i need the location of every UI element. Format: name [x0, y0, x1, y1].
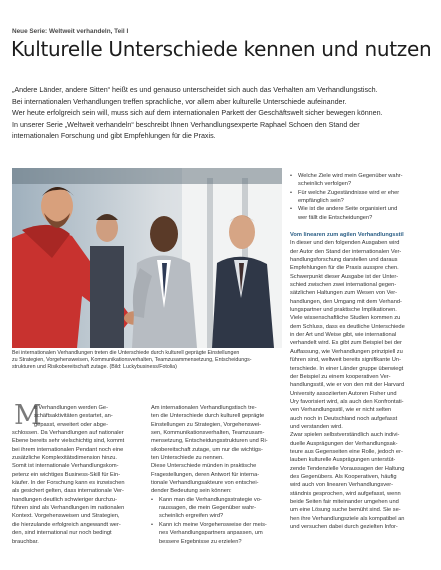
body-line: als gesichert gelten, dass internationale Ver- [12, 488, 124, 495]
bullet-item [151, 521, 283, 546]
body-line: it Verhandlungen werden Ge- [34, 405, 108, 411]
body-line: sen, Kommunikationsverhalten, Teamzusam- [151, 430, 265, 437]
section-subhead: Vom linearen zum agilen Verhandlungsstil [290, 232, 404, 238]
business-handshake-illustration [12, 168, 282, 348]
body-line: terschiede. In einer Länder gruppe überwiegt [290, 365, 404, 372]
body-line: und versuchen dabei durch gezielten Infor- [290, 524, 398, 531]
body-line: Ury favorisiert wird, als auch den Konfrontati- [290, 398, 404, 405]
body-column-1 [12, 400, 144, 546]
intro-line: internationalen Forschung und gibt Empfehlungen für die Praxis. [12, 132, 216, 141]
body-line: schäftsaktivitäten gestartet, an- [34, 413, 113, 420]
body-line: lungspartner und praktische Implikationen. [290, 307, 397, 314]
article-intro [12, 85, 434, 143]
intro-line: „Andere Länder, andere Sitten“ heißt es und genauso unterscheidet sich auch das Verhalten am Verhandlungstisch. [12, 86, 378, 94]
body-line: Viele wissenschaftliche Studien kommen zu [290, 315, 401, 322]
body-line: und verstanden wird. [290, 423, 343, 430]
body-line: petenz ein wichtiges Business-Skill für Ein- [12, 471, 121, 478]
body-line: um eine Lösung suche bemüht sind. Sie se- [290, 507, 401, 514]
body-line: sätzlichen Haltungen zum Wesen von Ver- [290, 290, 398, 297]
bullet-item [151, 496, 283, 521]
body-line: dender Bedeutung sein können: [151, 488, 232, 495]
article-photo [12, 168, 282, 348]
body-line: teure aus Gegenseiten eine Rolle, jedoch er- [290, 448, 403, 455]
body-line: beide Seiten fair miteinander umgehen und [290, 499, 399, 505]
body-line: sikobereitschaft zutage, um nur die wichtigs- [151, 446, 263, 453]
bullet-line: Kann ich meine Vorgehensweise der meis- [159, 521, 267, 528]
bullet-line: nes Verhandlungspartners anpassen, um [159, 530, 263, 537]
bullet-line: Für welche Zugeständnisse wird er eher [298, 189, 400, 196]
body-line: führen sind, weltweit bereits signifikante Un- [290, 357, 401, 364]
caption-line: Bei internationalen Verhandlungen treten die Unterschiede durch kulturell geprägte Einstellungen [12, 350, 240, 356]
body-line: der Beispiel zu einem kooperativen Ver- [290, 373, 391, 380]
bullet-icon: • [290, 173, 292, 179]
body-line: duelle Ausprägungen der Verhandlungsak- [290, 440, 398, 447]
body-line: den, sind international nur noch bedingt [12, 530, 112, 537]
body-line: bei ihrem internationalen Pendant noch eine [12, 446, 124, 453]
body-line: schied zwischen zwei international gegen- [290, 282, 397, 289]
bullet-icon: • [290, 189, 292, 196]
bullet-line: Kann man die Verhandlungsstrategie vo- [159, 496, 262, 503]
bullet-line: scheinlich verfolgen? [298, 181, 352, 188]
intro-line: In unserer Serie „Weltweit verhandeln“ beschreibt Ihnen Verhandlungsexperte Raphael Schoen den Stand der [12, 120, 360, 129]
body-line: ten die Unterschiede durch kulturell geprägte [151, 413, 265, 420]
bullet-item [290, 189, 433, 206]
drop-cap: M [14, 400, 42, 431]
bullet-line: Welche Ziele wird mein Gegenüber wahr- [298, 173, 403, 179]
photo-caption [12, 350, 282, 372]
caption-line: zu Strategien, Vorgehensweisen, Kommunikationsverhalten, Teamzusammensetzung, Entscheidungs- [12, 357, 252, 364]
body-line: auch noch in Deutschland noch aufgefasst [290, 415, 398, 422]
bullet-icon: • [151, 496, 153, 503]
body-line: In dieser und den folgenden Ausgaben wird [290, 240, 400, 247]
body-line: gepasst, erweitert oder abge- [34, 421, 108, 428]
caption-line: strukturen und Risikobereitschaft zutage. (Bild: Luckybusiness/Fotolia) [12, 364, 177, 371]
body-line: Fragestellungen, deren Antwort für interna- [151, 471, 260, 478]
body-line: ven Verhandlungsstil, wie er nicht selten [290, 407, 392, 414]
body-line: Zwar spielen selbstverständlich auch indivi- [290, 432, 400, 439]
body-line: lauben kulturelle Ausprägungen unterstüt- [290, 457, 396, 464]
bullet-line: bessere Ergebnisse zu erzielen? [159, 538, 242, 545]
body-line: Einstellungen zu Strategien, Vorgehenswei- [151, 421, 262, 428]
body-line: handlungsstil, wie er von den mit der Harvard [290, 382, 405, 389]
body-line: handlungsforschung darstellen und daraus [290, 257, 398, 264]
body-line: zusätzliche Komplexitätsdimension hinzu. [12, 455, 117, 462]
bullet-icon: • [151, 521, 153, 528]
intro-line: Wer heute erfolgreich sein will, muss sich auf dem internationalen Parkett der Geschäftswelt sicher bewegen können. [12, 109, 383, 118]
body-line: führen sind als Verhandlungen im nationalen [12, 505, 125, 512]
body-line: des Gegenübers. Als Kooperativen, häufig [290, 473, 397, 480]
body-line: Kontext. Vorgehensweisen und Strategien, [12, 513, 120, 520]
body-line: Diese Unterschiede münden in praktische [151, 463, 257, 470]
body-line: brauchbar. [12, 538, 39, 545]
body-line: käufer. In der Forschung kann es inzwischen [12, 480, 125, 487]
body-line: Somit ist internationale Verhandlungskom- [12, 463, 119, 470]
bullet-line: scheinlich ergreifen wird? [159, 513, 224, 520]
body-line: verhandelt wird. Es gibt zum Beispiel bei der [290, 340, 402, 347]
bullet-item [290, 205, 433, 222]
right-column-body [290, 231, 433, 531]
body-line: handlungen, den Umgang mit dem Verhand- [290, 298, 402, 305]
body-line: tionale Verhandlungsakteure von entschei- [151, 480, 259, 487]
body-line: handlungen deutlich schwieriger durchzu- [12, 496, 117, 503]
body-line: Auffassung, wie Verhandlungen prinzipiell zu [290, 348, 403, 355]
body-line: hen ihre Verhandlungsziele als kompatibel an [290, 515, 405, 522]
series-kicker: Neue Serie: Weltweit verhandeln, Teil I [12, 28, 129, 35]
body-line: schlossen. Da Verhandlungen auf nationaler [12, 430, 124, 437]
bullet-line: Wie ist die andere Seite organisiert und [298, 206, 398, 213]
body-line: die hierzulande erfolgreich angewandt wer- [12, 521, 121, 528]
body-line: Schwerpunkt dieser Ausgabe ist der Unter- [290, 273, 399, 280]
body-line: ten Unterschiede zu nennen. [151, 455, 224, 462]
bullet-item [290, 172, 433, 189]
body-line: Ebene bereits sehr vielschichtig sind, kommt [12, 438, 125, 445]
body-line: zende Tendenzielle Voraussagen der Haltung [290, 465, 405, 472]
bullet-line: empfänglich sein? [298, 198, 344, 205]
body-column-2 [151, 404, 283, 546]
body-line: dem Schluss, dass es deutliche Unterschiede [290, 323, 405, 330]
article-headline: Kulturelle Unterschiede kennen und nutzen [11, 37, 432, 61]
intro-line: Bei internationalen Verhandlungen treffen sprachliche, vor allem aber kulturelle Unterschiede aufeinander. [12, 97, 347, 106]
body-line: Am internationalen Verhandlungstisch tre- [151, 405, 257, 411]
body-line: wird auch von linearen Verhandlungsver- [290, 482, 394, 489]
bullet-icon: • [290, 206, 292, 213]
body-line: ständnis gesprochen, wird aufgefasst, wenn [290, 490, 401, 497]
body-line: mensetzung, Entscheidungsstrukturen und Ri- [151, 438, 268, 445]
body-line: in der Art und Weise gibt, wie international [290, 332, 397, 339]
body-line: der Autor den Stand der internationalen Ver- [290, 248, 402, 255]
right-column-bullets [290, 172, 433, 222]
bullet-line: raussagen, die mein Gegenüber wahr- [159, 505, 257, 512]
body-line: University assoziierten Autoren Fisher und [290, 390, 397, 397]
bullet-line: wer fällt die Entscheidungen? [298, 214, 373, 221]
body-line: Empfehlungen für die Praxis ausspre chen. [290, 265, 399, 272]
